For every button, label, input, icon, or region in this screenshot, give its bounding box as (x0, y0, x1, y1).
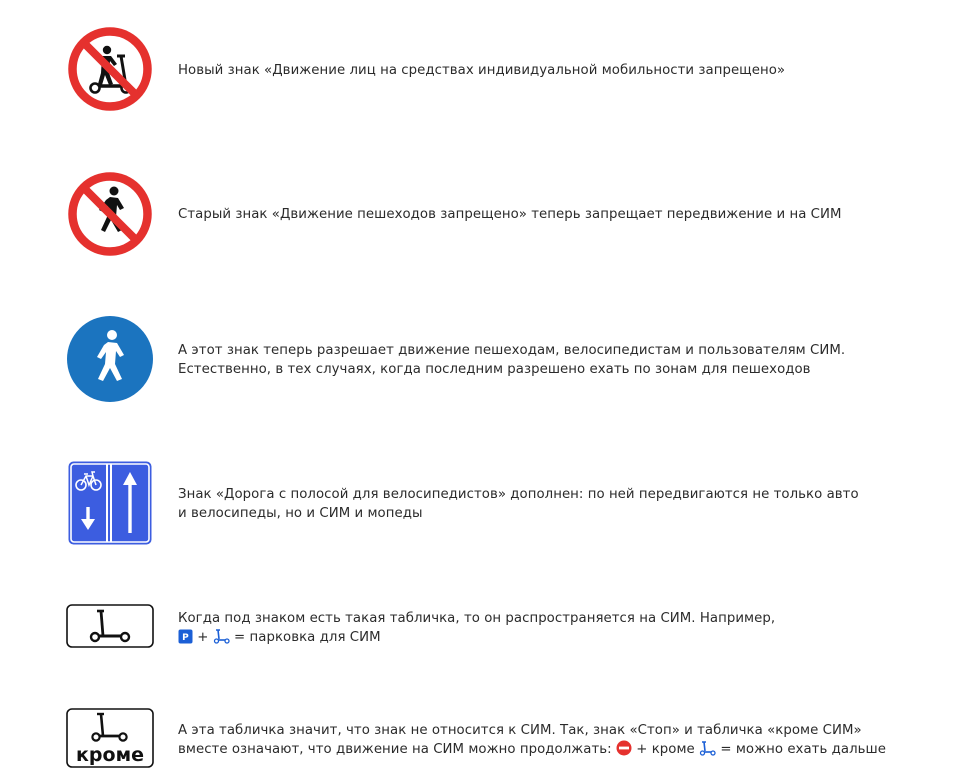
sign-description (178, 341, 938, 379)
plus-sign: + (197, 630, 209, 645)
parking-sign-icon (178, 629, 193, 644)
except-scooter-plate-icon (66, 708, 154, 770)
description-line: А эта табличка значит, что знак не относится к СИМ. Так, знак «Стоп» и табличка «кроме СИМ» (178, 723, 862, 738)
example-line (178, 740, 938, 759)
plate-text: кроме (76, 744, 144, 766)
parking-letter: P (182, 633, 189, 643)
description-line: Новый знак «Движение лиц на средствах индивидуальной мобильности запрещено» (178, 63, 786, 78)
example-line (178, 628, 938, 647)
no-entry-sign-icon (616, 740, 632, 756)
description-line: А этот знак теперь разрешает движение пешеходам, велосипедистам и пользователям СИМ. (178, 343, 846, 358)
description-line: и велосипеды, но и СИМ и мопеды (178, 506, 423, 521)
description-line: Старый знак «Движение пешеходов запрещено» теперь запрещает передвижение и на СИМ (178, 207, 842, 222)
except-result: = можно ехать дальше (720, 742, 886, 757)
sign-description (178, 61, 938, 80)
no-scooter-sign-icon (66, 26, 154, 112)
bicycle-lane-sign-icon (68, 461, 152, 545)
sign-description (178, 609, 938, 647)
sign-description (178, 205, 938, 224)
description-line: Естественно, в тех случаях, когда последним разрешено ехать по зонам для пешеходов (178, 362, 811, 377)
no-pedestrians-sign-icon (66, 170, 154, 258)
parking-result: = парковка для СИМ (234, 630, 381, 645)
description-line: Знак «Дорога с полосой для велосипедистов» дополнен: по ней передвигаются не только авто (178, 487, 859, 502)
sign-description (178, 485, 938, 523)
pedestrian-zone-sign-icon (66, 315, 154, 403)
example-prefix: вместе означают, что движение на СИМ можно продолжать: (178, 742, 612, 757)
sign-description (178, 721, 938, 759)
scooter-icon (699, 740, 716, 756)
scooter-icon (213, 628, 230, 644)
plus-except: + кроме (636, 742, 695, 757)
description-line: Когда под знаком есть такая табличка, то он распространяется на СИМ. Например, (178, 611, 776, 626)
scooter-plate-icon (66, 604, 154, 649)
